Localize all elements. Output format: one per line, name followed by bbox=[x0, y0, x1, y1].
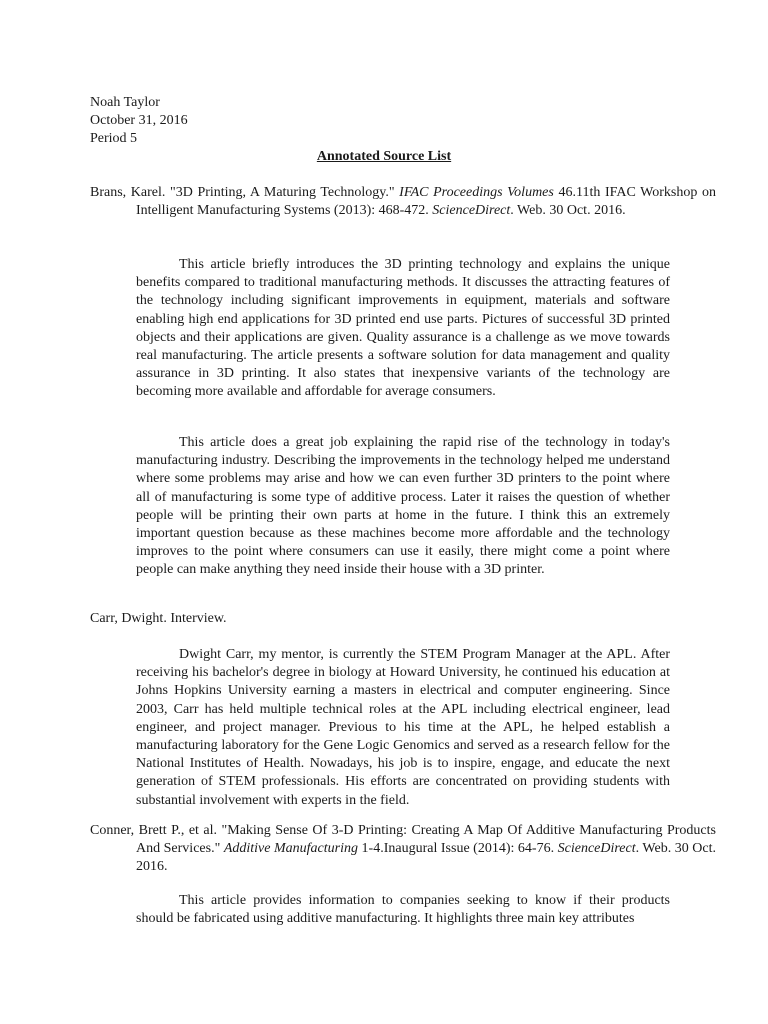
document-date: October 31, 2016 bbox=[90, 113, 188, 128]
annotation-paragraph: This article does a great job explaining the rapid rise of the technology in today's manufacturing industry. Describing the improvements in the technology helped me understand where some problems may arise and how we can even further 3D printers to the point where all of manufacturing is some type of additive process. Later it raises the question of whether people will be printing their own parts at home in the future. I think this an extremely important question because as these machines become more affordable and the technology improves to the point where consumers can use it easily, there might come a point where people can make anything they need inside their house with a 3D printer. bbox=[136, 435, 670, 578]
citation-carr: Carr, Dwight. Interview. bbox=[90, 611, 227, 626]
annotation-paragraph: Dwight Carr, my mentor, is currently the STEM Program Manager at the APL. After receiving his bachelor's degree in biology at Howard University, he continued his education at Johns Hopkins University earning a masters in electrical and computer engineering. Since 2003, Carr has held multiple technical roles at the APL including electrical engineer, lead engineer, and project manager. Previous to his time at the APL, he helped establish a manufacturing laboratory for the Gene Logic Genomics and served as a research fellow for the National Institutes of Health. Nowadays, his job is to inspire, engage, and educate the next generation of STEM professionals. His efforts are concentrated on providing students with substantial involvement with experts in the field. bbox=[136, 647, 670, 808]
page-title: Annotated Source List bbox=[316, 149, 452, 164]
class-period: Period 5 bbox=[90, 131, 138, 146]
author-name: Noah Taylor bbox=[90, 95, 160, 110]
annotation-paragraph: This article briefly introduces the 3D printing technology and explains the unique benefits compared to traditional manufacturing methods. It discusses the attracting features of the technology including significant improvements in equipment, materials and software enabling high end applications for 3D printed end use parts. Pictures of successful 3D printed objects and their applications are given. Quality assurance is a challenge as we move towards real manufacturing. The article presents a software solution for data management and quality assurance in 3D printing. It also states that inexpensive variants of the technology are becoming more available and affordable for average consumers. bbox=[136, 257, 670, 400]
annotation-paragraph: This article provides information to companies seeking to know if their products should be fabricated using additive manufacturing. It highlights three main key attributes bbox=[136, 893, 670, 927]
citation-brans: Brans, Karel. "3D Printing, A Maturing Technology." IFAC Proceedings Volumes 46.11th IFAC Workshop on Intelligent Manufacturing Systems (2013): 468-472. ScienceDirect. Web. 30 Oct. 2016. bbox=[90, 185, 717, 219]
citation-conner: Conner, Brett P., et al. "Making Sense Of 3-D Printing: Creating A Map Of Additive Manufacturing Products And Services." Additive Manufacturing 1-4.Inaugural Issue (2014): 64-76. ScienceDirect. Web. 30 Oct. 2016. bbox=[90, 823, 716, 875]
